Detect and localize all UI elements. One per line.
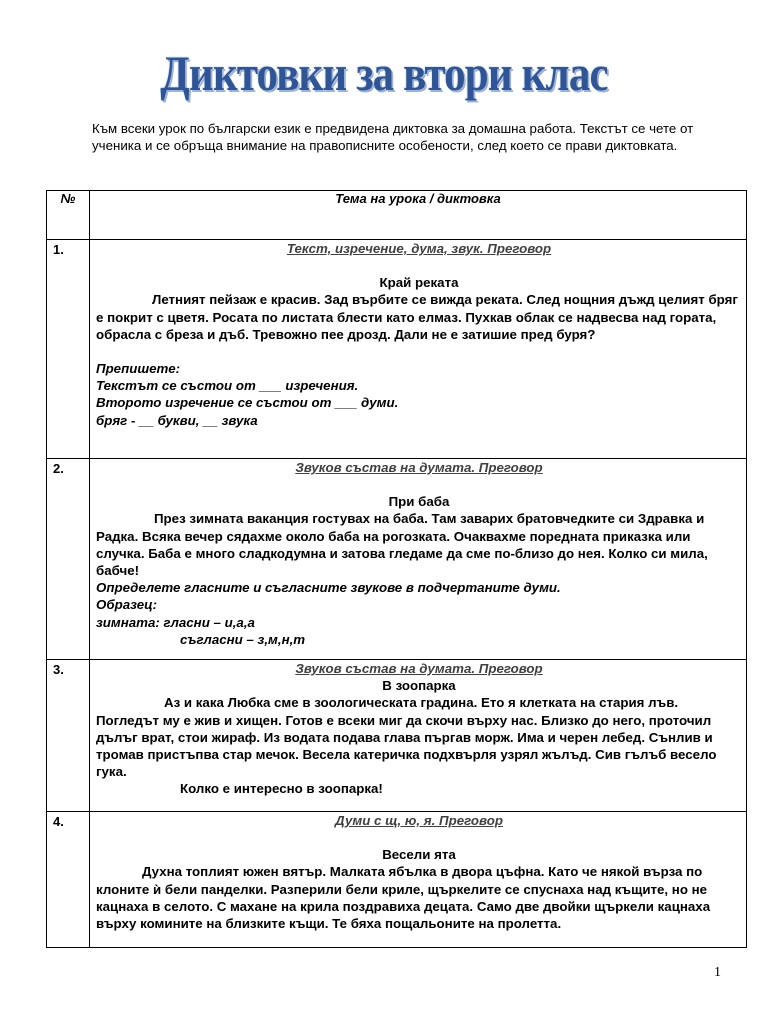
- lesson-topic: Звуков състав на думата. Преговор: [295, 661, 543, 676]
- table-row: [47, 812, 747, 948]
- lesson-number: 2.: [47, 459, 90, 660]
- table-row: [47, 240, 747, 459]
- task-item: Второто изречение се състои от ___ думи.: [96, 395, 399, 411]
- sample-label: Образец:: [96, 597, 158, 613]
- task-text: Определете гласните и съгласните звукове в подчертаните думи.: [96, 580, 561, 596]
- dictation-text: Духна топлият южен вятър. Малката ябълка в двора цъфна. Като че някой върза по клоните ѝ бели панделки. Разперили бели криле, щъркелите се спуснаха над къщите, но не кацнаха в селото. С махане на крила поздравиха децата. Само две двойки щъркели кацнаха върху комините на близките къщи. Те бяха пощальоните на пролетта.: [96, 864, 711, 932]
- dictation-title: Край реката: [379, 275, 459, 291]
- header-number: №: [47, 191, 90, 240]
- page-title: Диктовки за втори клас: [160, 45, 608, 101]
- lesson-topic: Звуков състав на думата. Преговор: [295, 460, 543, 475]
- sample-line: зимната: гласни – и,а,а: [96, 614, 255, 630]
- lesson-number: 1.: [47, 240, 90, 459]
- table-row: [47, 660, 747, 812]
- lesson-number: 3.: [47, 660, 90, 812]
- task-label: Препишете:: [96, 361, 181, 377]
- dictation-title: При баба: [388, 494, 450, 510]
- dictation-title: В зоопарка: [382, 678, 456, 694]
- lesson-topic: Текст, изречение, дума, звук. Преговор: [286, 241, 552, 256]
- dictation-closing: Колко е интересно в зоопарка!: [180, 781, 383, 797]
- sample-line: съгласни – з,м,н,т: [180, 631, 306, 647]
- header-topic: Тема на урока / диктовка: [90, 191, 747, 240]
- intro-paragraph: Към всеки урок по български език е предвидена диктовка за домашна работа. Текстът се чете от ученика и се обръща внимание на правописните особености, след което се прави диктовката.: [92, 121, 694, 153]
- dictation-title: Весели ята: [382, 847, 456, 863]
- dictation-text: Аз и кака Любка сме в зоологическата градина. Ето я клетката на стария лъв. Погледът му е жив и хищен. Готов е всеки миг да скочи върху нас. Близко до него, проточил дълъг врат, стои жираф. Из водата подава глава пъргав морж. Има и черен лебед. Сънлив и тромав пристъпва стар мечок. Весела катеричка подхвърля узрял жълъд. Сив гълъб весело гука.: [96, 695, 717, 780]
- dictation-text: Летният пейзаж е красив. Зад върбите се вижда реката. След нощния дъжд целият бряг е покрит с цветя. Росата по листата блести като елмаз. Пухкав облак се надвесва над гората, обрасла с бреза и дъб. Тревожно пее дрозд. Дали не е затишие пред буря?: [96, 292, 738, 342]
- lesson-number: 4.: [47, 812, 90, 948]
- table-row: [47, 459, 747, 660]
- task-item: Текстът се състои от ___ изречения.: [96, 378, 359, 394]
- page-number: 1: [714, 965, 721, 980]
- table-header-row: [47, 191, 747, 240]
- lessons-table: [46, 190, 747, 948]
- lesson-topic: Думи с щ, ю, я. Преговор: [335, 813, 503, 828]
- task-item: бряг - __ букви, __ звука: [96, 412, 258, 428]
- dictation-text: През зимната ваканция гостувах на баба. Там заварих братовчедките си Здравка и Радка. Всяка вечер сядахме около баба на рогозката. Очаквахме поредната приказка или случка. Баба е много сладкодумна и затова гледаме да сме по-близо до нея. Колко си мила, бабче!: [96, 511, 708, 579]
